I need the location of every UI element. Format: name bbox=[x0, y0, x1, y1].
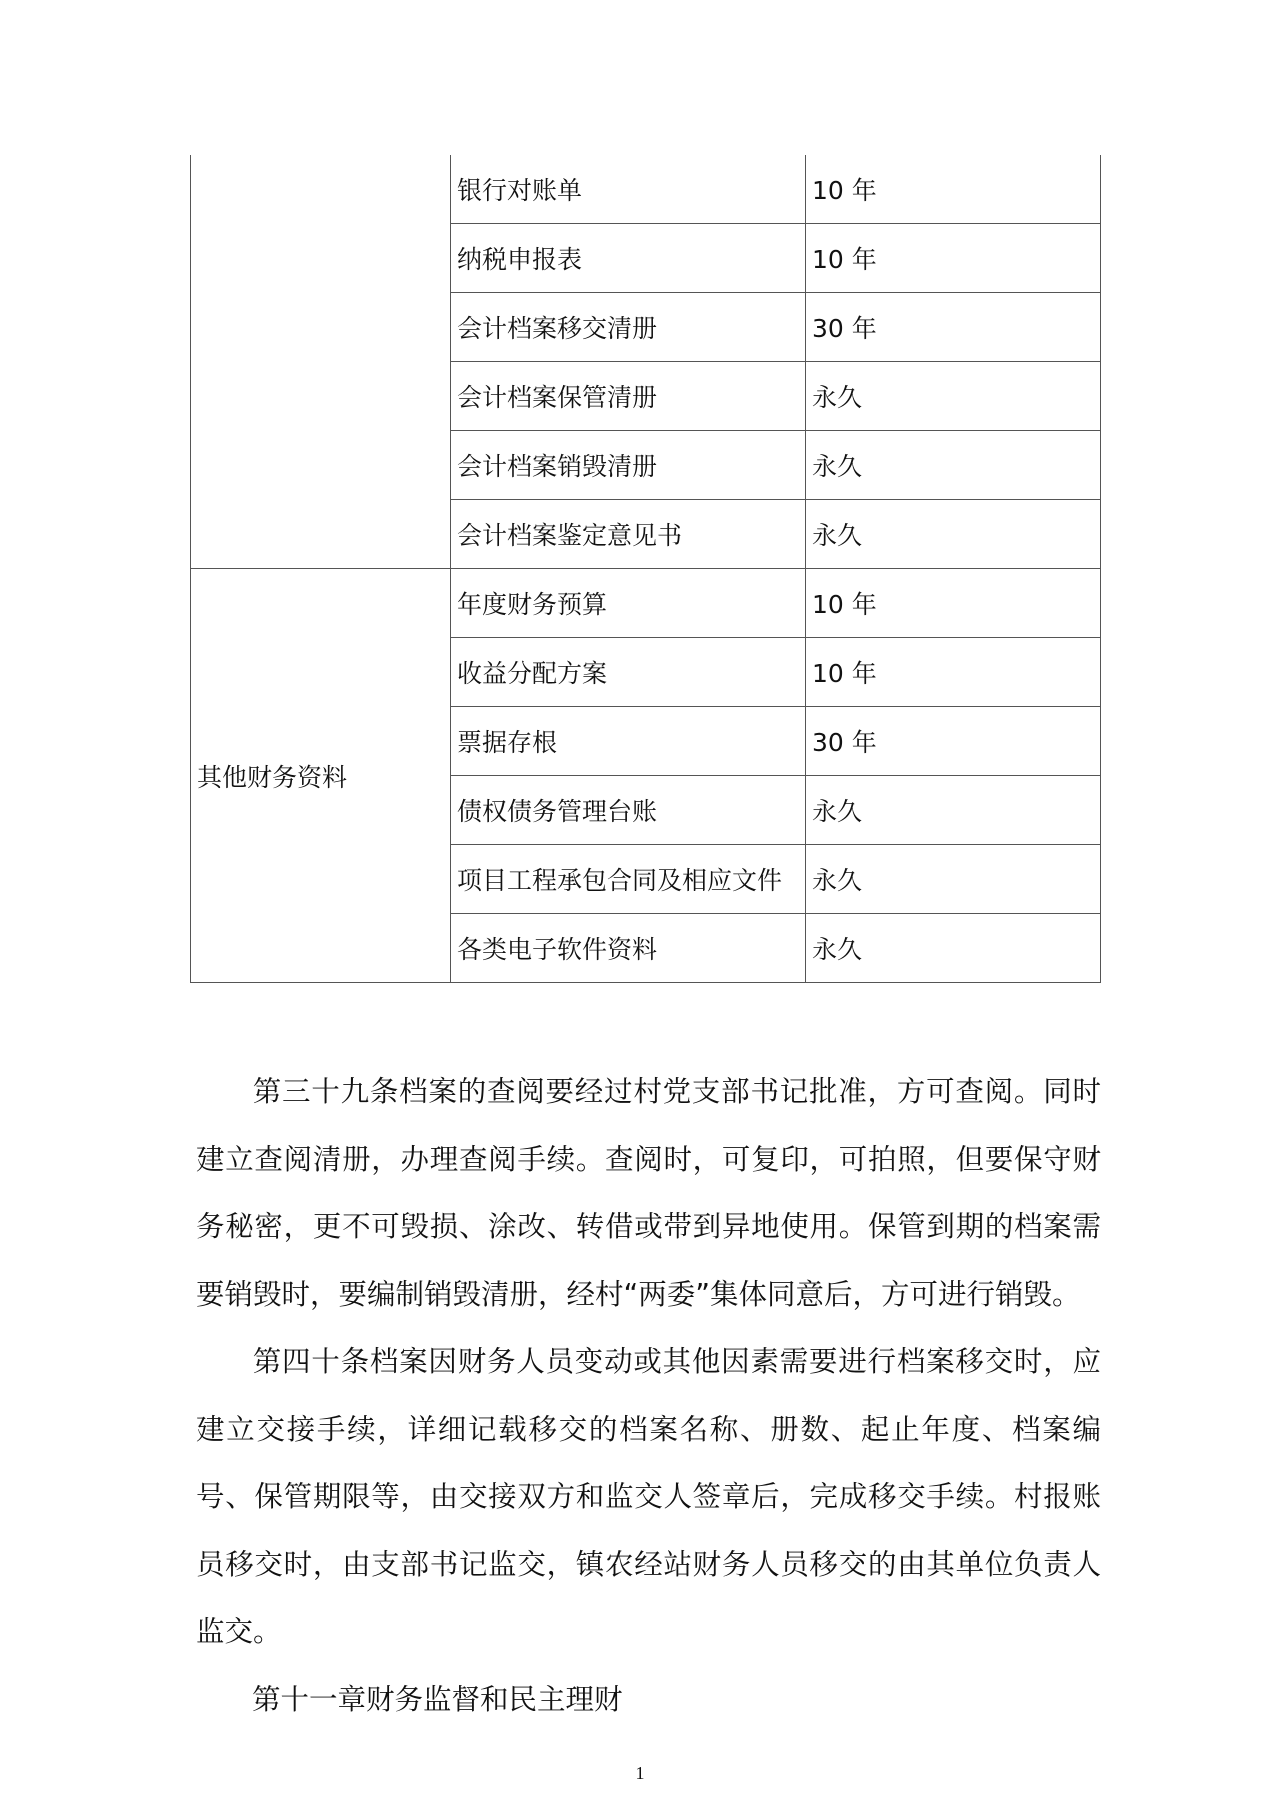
retention-table bbox=[190, 155, 1101, 983]
period-cell: 10 年 bbox=[806, 638, 1101, 707]
item-cell: 收益分配方案 bbox=[451, 638, 806, 707]
item-cell: 项目工程承包合同及相应文件 bbox=[451, 845, 806, 914]
paragraph-text: 第三十九条档案的查阅要经过村党支部书记批准，方可查阅。同时建立查阅清册，办理查阅手续。查阅时，可复印，可拍照，但要保守财务秘密，更不可毁损、涂改、转借或带到异地使用。保管到期的档案需要销毁时，要编制销毁清册，经村“两委”集体同意后，方可进行销毁。 bbox=[196, 1075, 1101, 1311]
item-cell: 票据存根 bbox=[451, 707, 806, 776]
item-cell: 纳税申报表 bbox=[451, 224, 806, 293]
item-cell: 银行对账单 bbox=[451, 155, 806, 224]
paragraph-text: 第十一章财务监督和民主理财 bbox=[252, 1682, 623, 1716]
paragraph-article-40 bbox=[196, 1328, 1101, 1666]
item-cell: 会计档案保管清册 bbox=[451, 362, 806, 431]
table-row bbox=[191, 155, 1101, 224]
item-cell: 年度财务预算 bbox=[451, 569, 806, 638]
period-cell: 10 年 bbox=[806, 569, 1101, 638]
period-cell: 永久 bbox=[806, 431, 1101, 500]
period-cell: 永久 bbox=[806, 362, 1101, 431]
paragraph-article-39 bbox=[196, 1058, 1101, 1328]
period-cell: 10 年 bbox=[806, 155, 1101, 224]
period-cell: 永久 bbox=[806, 914, 1101, 983]
item-cell: 各类电子软件资料 bbox=[451, 914, 806, 983]
period-cell: 30 年 bbox=[806, 707, 1101, 776]
period-cell: 永久 bbox=[806, 776, 1101, 845]
page-number: 1 bbox=[635, 1763, 645, 1783]
table-row bbox=[191, 569, 1101, 638]
period-cell: 10 年 bbox=[806, 224, 1101, 293]
paragraph-text: 第四十条档案因财务人员变动或其他因素需要进行档案移交时，应建立交接手续，详细记载移交的档案名称、册数、起止年度、档案编号、保管期限等，由交接双方和监交人签章后，完成移交手续。村报账员移交时，由支部书记监交，镇农经站财务人员移交的由其单位负责人监交。 bbox=[196, 1345, 1101, 1648]
period-cell: 永久 bbox=[806, 845, 1101, 914]
category-cell bbox=[191, 155, 451, 569]
chapter-heading bbox=[196, 1666, 1101, 1734]
period-cell: 30 年 bbox=[806, 293, 1101, 362]
item-cell: 会计档案鉴定意见书 bbox=[451, 500, 806, 569]
body-text bbox=[196, 1058, 1101, 1785]
category-cell: 其他财务资料 bbox=[191, 569, 451, 983]
item-cell: 会计档案移交清册 bbox=[451, 293, 806, 362]
period-cell: 永久 bbox=[806, 500, 1101, 569]
item-cell: 债权债务管理台账 bbox=[451, 776, 806, 845]
item-cell: 会计档案销毁清册 bbox=[451, 431, 806, 500]
